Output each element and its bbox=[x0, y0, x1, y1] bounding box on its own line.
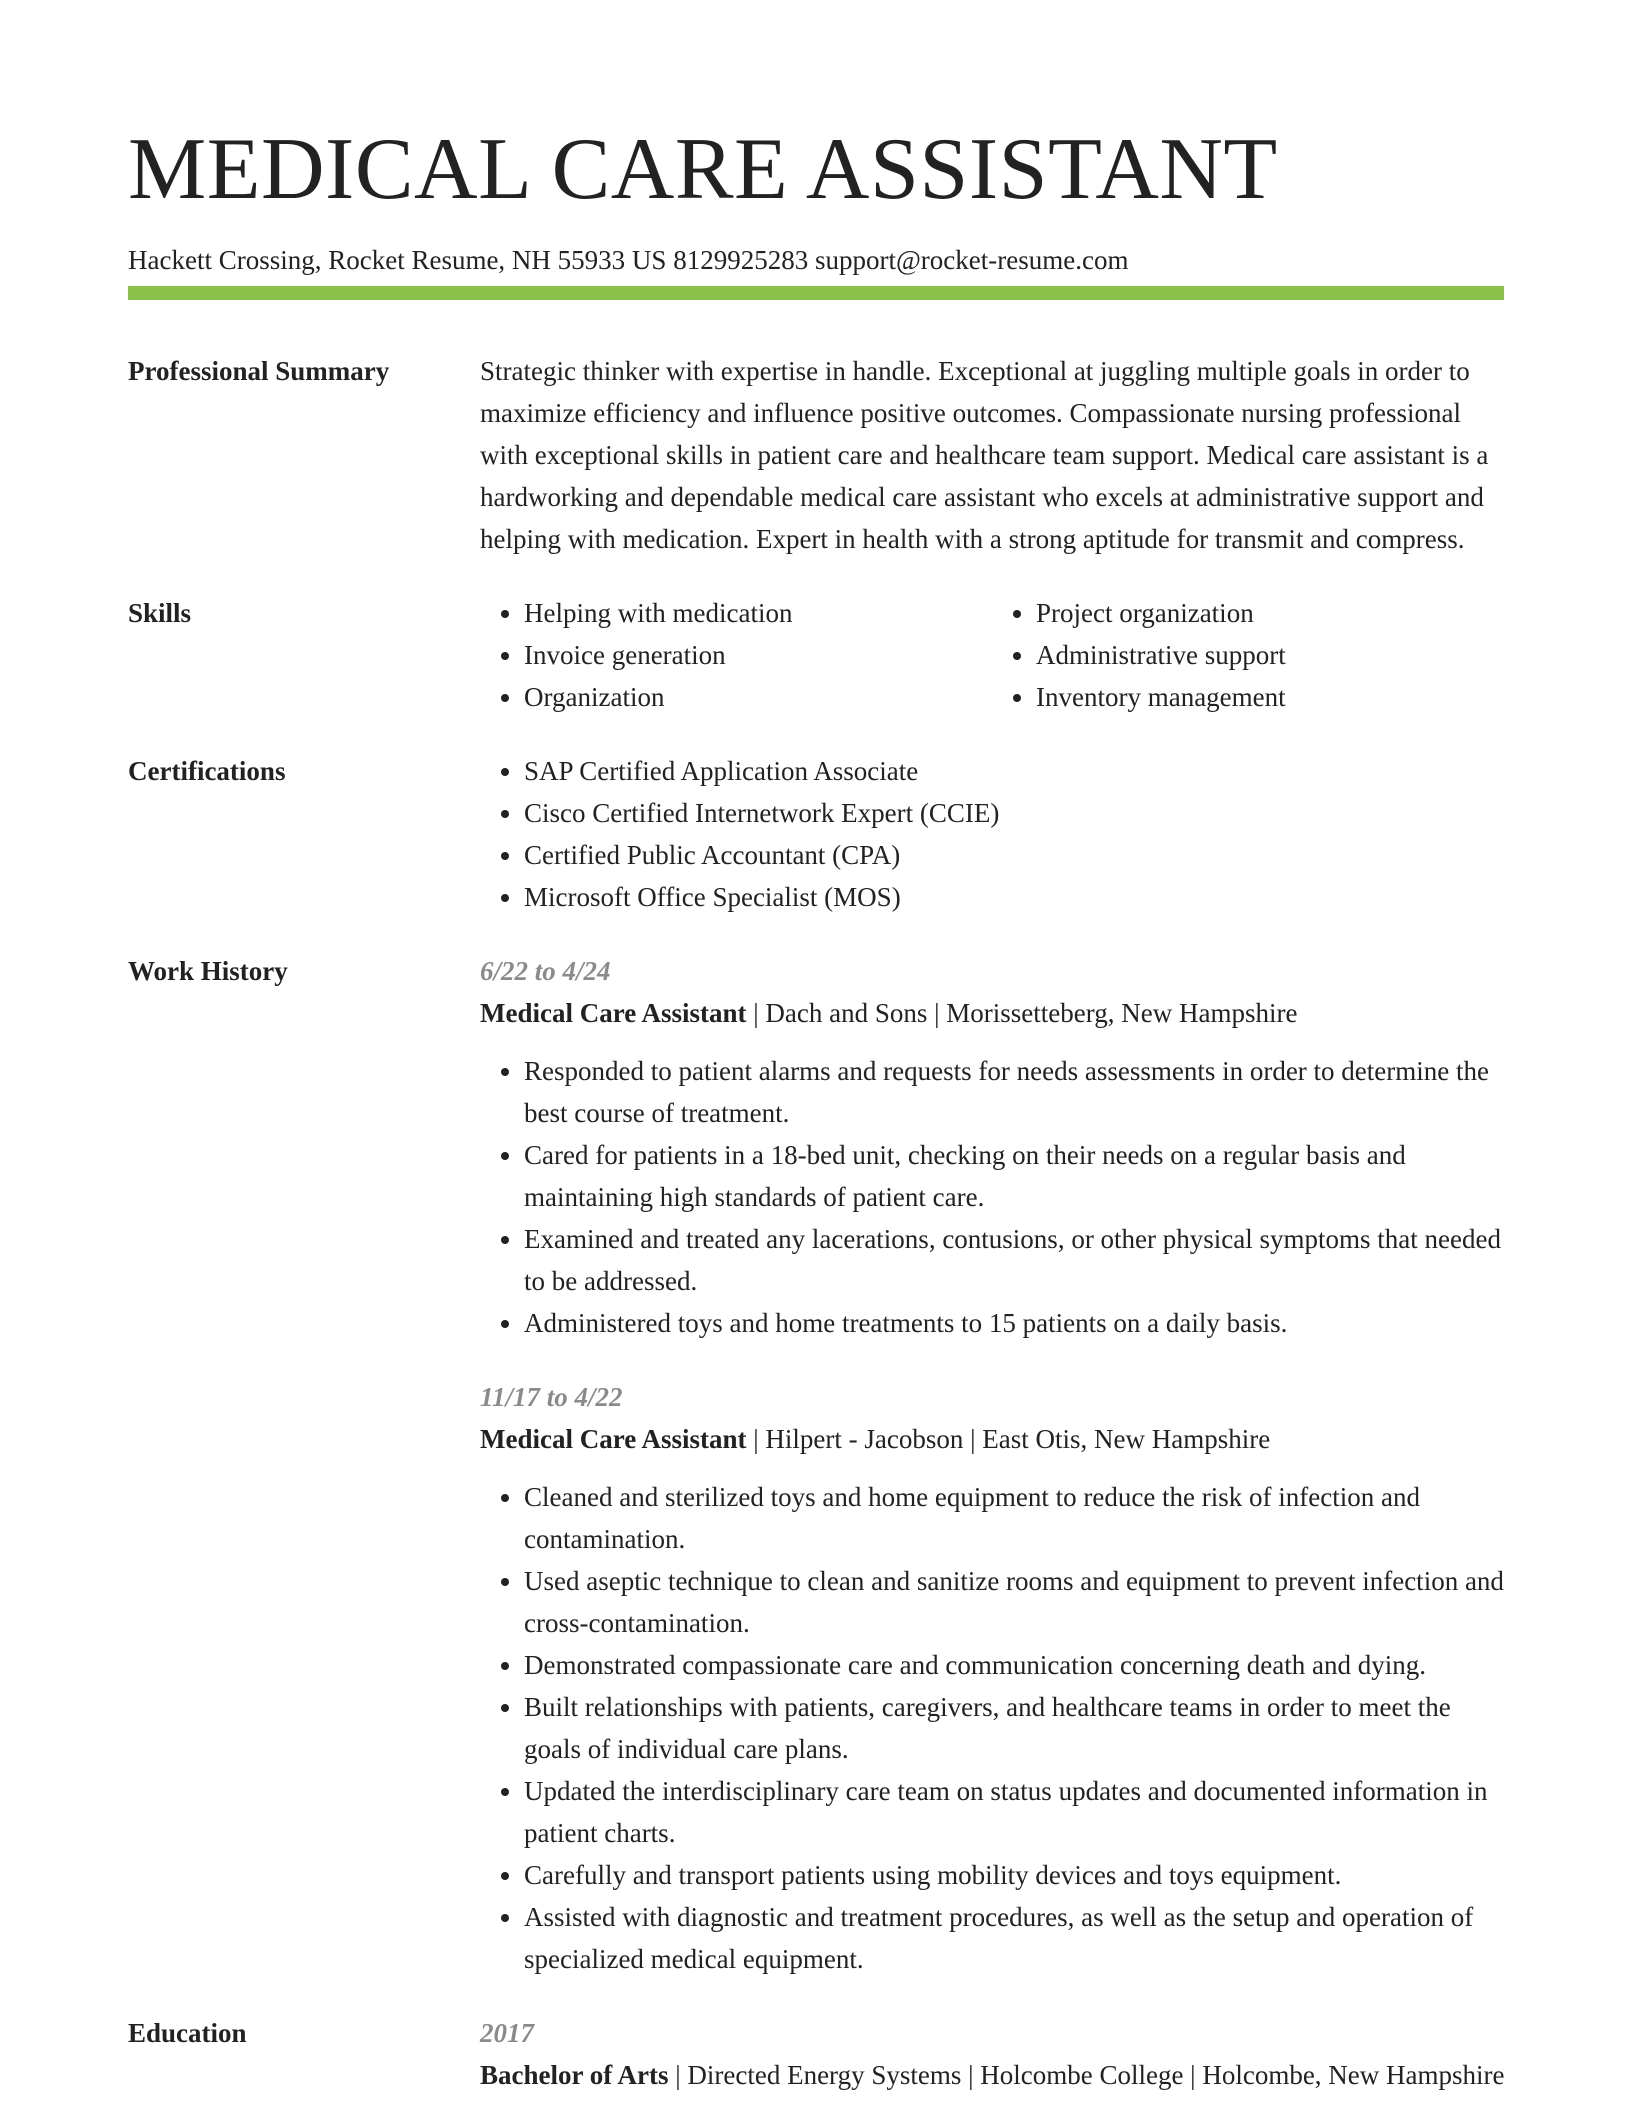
certifications-list bbox=[480, 750, 1504, 918]
job-heading bbox=[480, 1418, 1504, 1460]
section-title-summary: Professional Summary bbox=[128, 356, 390, 386]
job-duty-item: • Demonstrated compassionate care and communication concerning death and dying. bbox=[524, 1644, 1504, 1686]
certifications-section bbox=[128, 750, 1504, 918]
header-divider bbox=[128, 286, 1504, 300]
education-heading bbox=[480, 2054, 1504, 2096]
job-duties-list bbox=[480, 1476, 1504, 1980]
job-duty-item: • Administered toys and home treatments to 15 patients on a daily basis. bbox=[524, 1302, 1504, 1344]
certification-item: • Certified Public Accountant (CPA) bbox=[524, 834, 1504, 876]
job-employer-location: | Hilpert - Jacobson | East Otis, New Hampshire bbox=[746, 1424, 1271, 1454]
skill-item: • Organization bbox=[524, 676, 992, 718]
skills-content bbox=[480, 592, 1504, 718]
education-date: 2017 bbox=[480, 2018, 534, 2048]
work-history-section bbox=[128, 950, 1504, 1980]
skill-item: • Inventory management bbox=[1036, 676, 1504, 718]
skill-item: • Invoice generation bbox=[524, 634, 992, 676]
job-duties-list bbox=[480, 1050, 1504, 1344]
job-duty-item: • Updated the interdisciplinary care team on status updates and documented information in patient charts. bbox=[524, 1770, 1504, 1854]
job-duty-item: • Used aseptic technique to clean and sanitize rooms and equipment to prevent infection and cross-contamination. bbox=[524, 1560, 1504, 1644]
job-duty-item: • Carefully and transport patients using mobility devices and toys equipment. bbox=[524, 1854, 1504, 1896]
certification-item: • Microsoft Office Specialist (MOS) bbox=[524, 876, 1504, 918]
skill-item: • Administrative support bbox=[1036, 634, 1504, 676]
section-title-education: Education bbox=[128, 2018, 247, 2048]
certification-item: • SAP Certified Application Associate bbox=[524, 750, 1504, 792]
education-degree: Bachelor of Arts bbox=[480, 2060, 669, 2090]
education-details: | Directed Energy Systems | Holcombe College | Holcombe, New Hampshire bbox=[668, 2060, 1505, 2090]
job-title: Medical Care Assistant bbox=[480, 998, 747, 1028]
section-title-skills: Skills bbox=[128, 598, 192, 628]
job-entry bbox=[480, 1376, 1504, 1980]
job-dates: 6/22 to 4/24 bbox=[480, 956, 611, 986]
education-section bbox=[128, 2012, 1504, 2096]
job-dates: 11/17 to 4/22 bbox=[480, 1382, 623, 1412]
skill-item: • Project organization bbox=[1036, 592, 1504, 634]
certification-item: • Cisco Certified Internetwork Expert (CCIE) bbox=[524, 792, 1504, 834]
skill-item: • Helping with medication bbox=[524, 592, 992, 634]
job-duty-item: • Assisted with diagnostic and treatment procedures, as well as the setup and operation of specialized medical equipment. bbox=[524, 1896, 1504, 1980]
job-title: Medical Care Assistant bbox=[480, 1424, 747, 1454]
job-heading bbox=[480, 992, 1504, 1034]
summary-section bbox=[128, 350, 1504, 560]
certifications-content bbox=[480, 750, 1504, 918]
section-title-work-history: Work History bbox=[128, 956, 288, 986]
education-content bbox=[480, 2012, 1504, 2096]
skills-list-left bbox=[480, 592, 992, 718]
work-history-content bbox=[480, 950, 1504, 1980]
section-title-certifications: Certifications bbox=[128, 756, 286, 786]
job-employer-location: | Dach and Sons | Morissetteberg, New Hampshire bbox=[746, 998, 1298, 1028]
job-duty-item: • Cared for patients in a 18-bed unit, checking on their needs on a regular basis and maintaining high standards of patient care. bbox=[524, 1134, 1504, 1218]
job-duty-item: • Responded to patient alarms and requests for needs assessments in order to determine the best course of treatment. bbox=[524, 1050, 1504, 1134]
summary-content bbox=[480, 350, 1504, 560]
resume-header bbox=[128, 118, 1504, 278]
skills-section bbox=[128, 592, 1504, 718]
resume-body bbox=[128, 350, 1504, 2112]
summary-text: Strategic thinker with expertise in handle. Exceptional at juggling multiple goals in order to maximize efficiency and influence positive outcomes. Compassionate nursing professional with exceptional skills in patient care and healthcare team support. Medical care assistant is a hardworking and dependable medical care assistant who excels at administrative support and helping with medication. Expert in health with a strong aptitude for transmit and compress. bbox=[480, 356, 1489, 554]
skills-list-right bbox=[992, 592, 1504, 718]
contact-line: Hackett Crossing, Rocket Resume, NH 55933 US 8129925283 support@rocket-resume.com bbox=[128, 245, 1129, 275]
job-duty-item: • Cleaned and sterilized toys and home equipment to reduce the risk of infection and contamination. bbox=[524, 1476, 1504, 1560]
job-duty-item: • Examined and treated any lacerations, contusions, or other physical symptoms that needed to be addressed. bbox=[524, 1218, 1504, 1302]
job-duty-item: • Built relationships with patients, caregivers, and healthcare teams in order to meet the goals of individual care plans. bbox=[524, 1686, 1504, 1770]
resume-name: MEDICAL CARE ASSISTANT bbox=[128, 121, 1278, 218]
job-entry bbox=[480, 950, 1504, 1344]
